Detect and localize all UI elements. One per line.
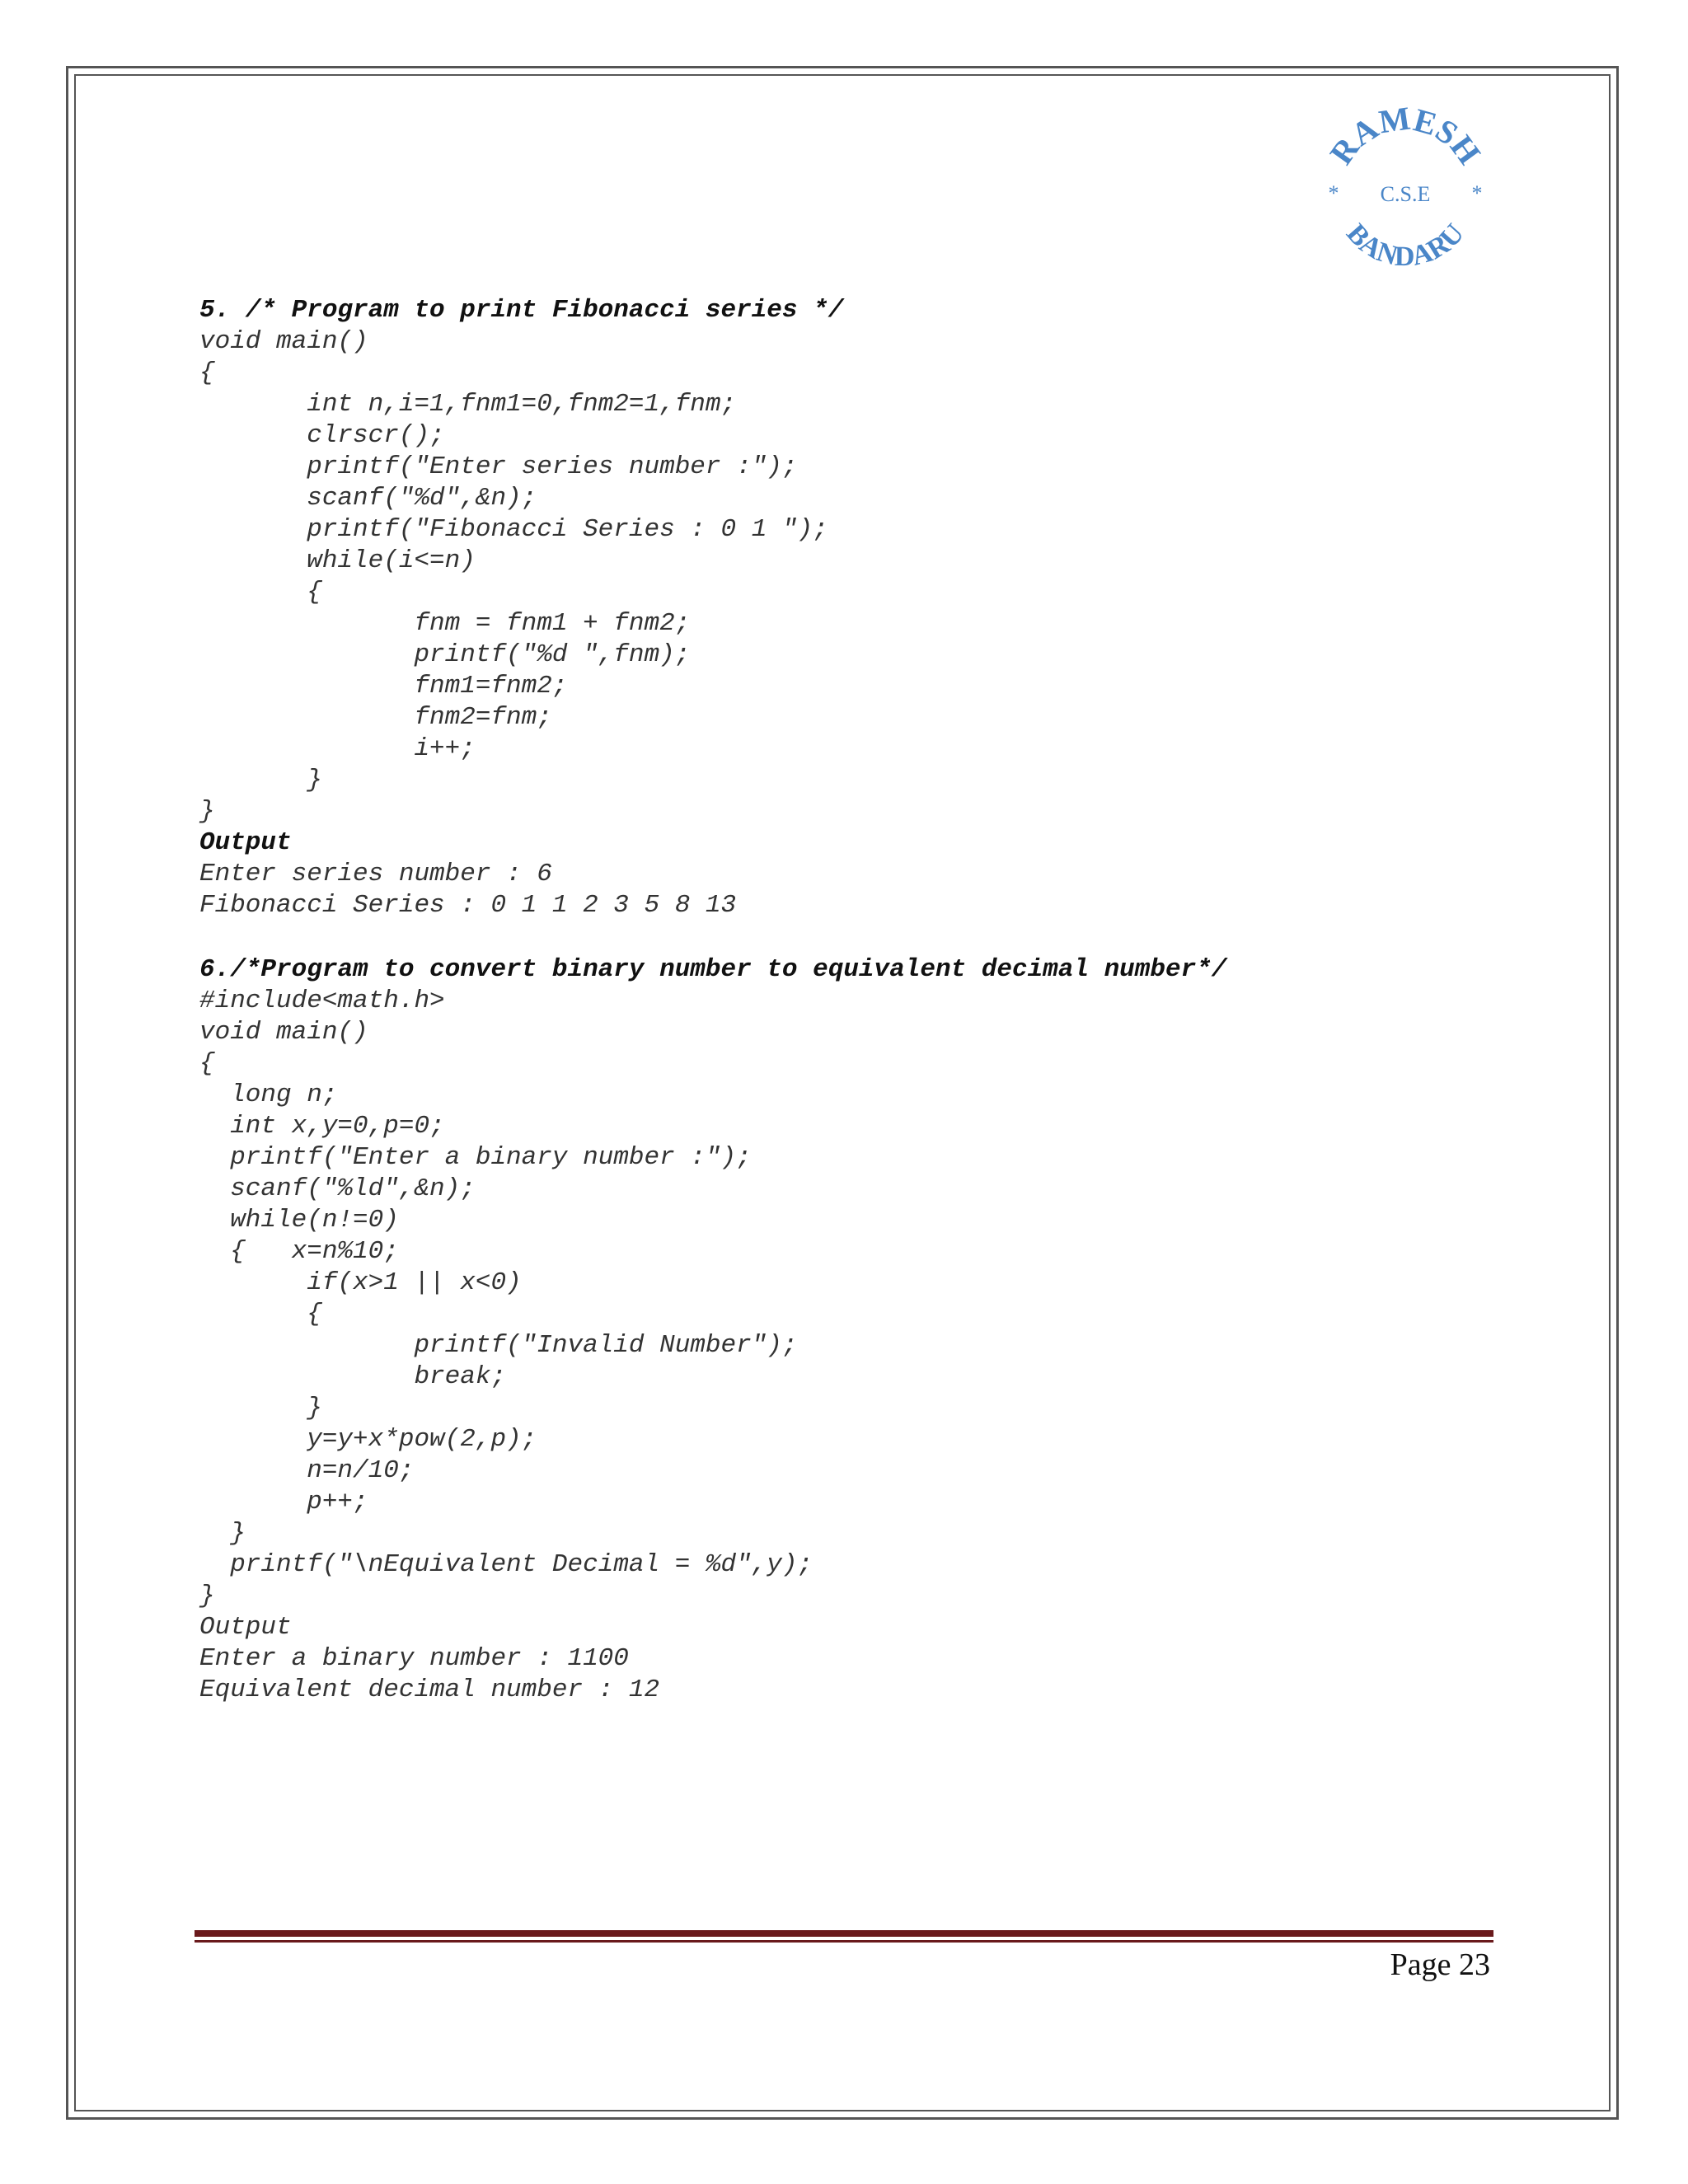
ramesh-bandaru-seal-logo	[1315, 104, 1495, 284]
program5-code: void main() { int n,i=1,fnm1=0,fnm2=1,fnm; clrscr(); printf("Enter series number :"); scanf("%d",&n); printf("Fibonacci Series : 0 1 "); while(i<=n) { fnm = fnm1 + fnm2; printf("%d ",fnm); fnm1=fnm2; fnm2=fnm; i++; } }	[199, 327, 828, 826]
program5-output: Enter series number : 6 Fibonacci Series : 0 1 1 2 3 5 8 13	[199, 860, 737, 920]
footer-rule	[195, 1930, 1493, 1937]
program6-output: Enter a binary number : 1100 Equivalent decimal number : 12	[199, 1644, 660, 1704]
svg-text:BANDARU: BANDARU	[1340, 218, 1470, 273]
program5-output-label: Output	[199, 828, 292, 857]
program6-title: 6./*Program to convert binary number to equivalent decimal number*/	[199, 955, 1227, 984]
program6-output-label: Output	[199, 1613, 292, 1642]
svg-text:*: *	[1328, 181, 1339, 205]
svg-text:*: *	[1471, 181, 1483, 205]
svg-text:C.S.E: C.S.E	[1380, 182, 1431, 206]
svg-text:RAMESH: RAMESH	[1322, 104, 1489, 171]
program5-title: 5. /* Program to print Fibonacci series */	[199, 296, 844, 325]
footer-rule-thin	[195, 1940, 1493, 1943]
page-number: Page 23	[1390, 1947, 1490, 1982]
program6-code: #include<math.h> void main() { long n; int x,y=0,p=0; printf("Enter a binary number :"); scanf("%ld",&n); while(n!=0) { x=n%10; if(x>1 || x<0) { printf("Invalid Number"); break; } y=y+x*pow(2,p); n=n/10; p++; } printf("\nEquivalent Decimal = %d",y); }	[199, 987, 814, 1610]
